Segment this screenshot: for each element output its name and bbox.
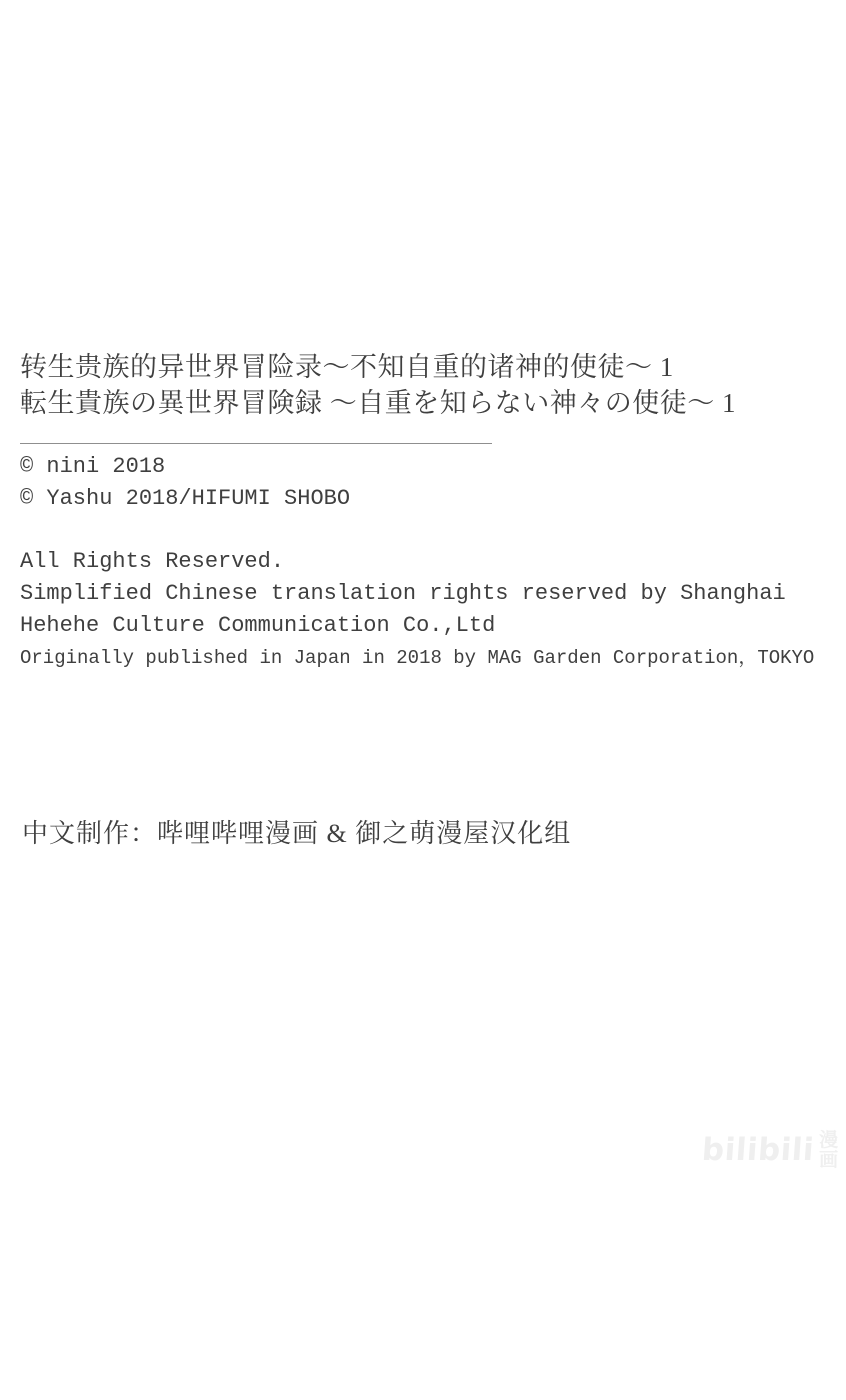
copyright-block	[20, 451, 350, 515]
rights-block	[20, 546, 814, 674]
translation-company-line: Hehehe Culture Communication Co.,Ltd	[20, 613, 496, 638]
all-rights-reserved-line: All Rights Reserved.	[20, 549, 285, 574]
title-japanese: 転生貴族の異世界冒険録 ～自重を知らない神々の使徒～ 1	[20, 388, 736, 418]
manhua-label-top: 漫	[819, 1129, 839, 1151]
copyright-line-nini: © nini 2018	[20, 454, 166, 479]
manhua-label	[819, 1130, 838, 1170]
original-publication-line: Originally published in Japan in 2018 by MAG Garden Corporation，TOKYO	[20, 647, 815, 669]
bilibili-watermark	[702, 1126, 838, 1174]
bilibili-logo-text: bilibili	[700, 1132, 816, 1168]
translation-rights-line: Simplified Chinese translation rights reserved by Shanghai	[20, 581, 786, 606]
copyright-line-yashu: © Yashu 2018/HIFUMI SHOBO	[20, 486, 351, 511]
divider-line	[20, 443, 492, 444]
title-simplified-chinese: 转生贵族的异世界冒险录～不知自重的诸神的使徒～ 1	[20, 352, 674, 382]
chinese-production-credit: 中文制作：哔哩哔哩漫画 & 御之萌漫屋汉化组	[22, 819, 572, 848]
manhua-label-bottom: 画	[819, 1149, 839, 1171]
title-block	[20, 349, 736, 421]
